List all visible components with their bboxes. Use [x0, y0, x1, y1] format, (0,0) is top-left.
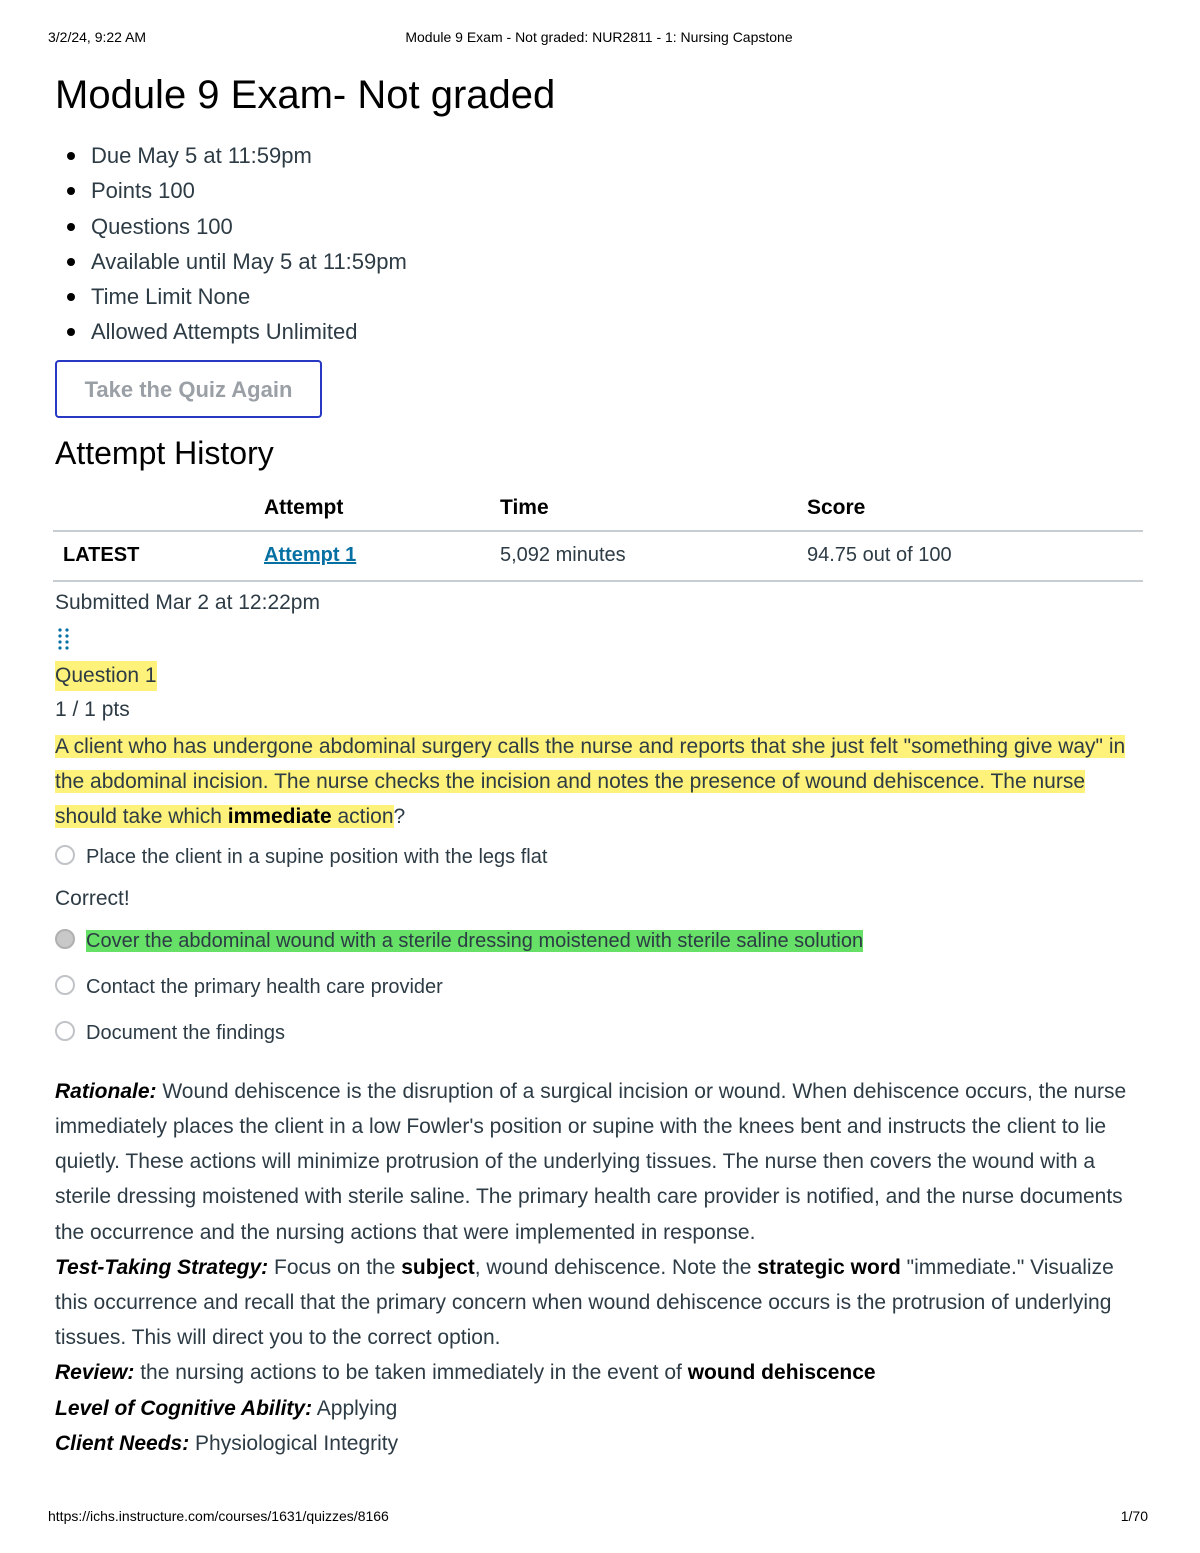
client-needs-paragraph: Client Needs: Physiological Integrity	[55, 1431, 399, 1455]
header-score: Score	[807, 486, 1143, 531]
question-text-highlight: A client who has undergone abdominal surgery calls the nurse and reports that she just felt "something give way" in the abdominal incision. The nurse checks the incision and notes the presence of wound dehiscence. The nurse should take which immediate action	[55, 734, 1126, 828]
bullet-icon	[67, 152, 75, 160]
attempt-history-table	[53, 486, 1143, 582]
print-header	[48, 29, 1150, 49]
bullet-icon	[67, 223, 75, 231]
question-label: Question 1	[55, 661, 157, 691]
quiz-title: Module 9 Exam- Not graded	[55, 73, 556, 117]
table-header-row	[53, 486, 1143, 531]
header-time: Time	[500, 486, 807, 531]
answer-option[interactable]: Place the client in a supine position with the legs flat	[55, 842, 1145, 888]
answer-option-correct[interactable]: Cover the abdominal wound with a sterile dressing moistened with sterile saline solution	[55, 926, 1145, 972]
detail-questions: Questions 100	[55, 209, 1145, 244]
detail-time-limit: Time Limit None	[55, 279, 1145, 314]
attempt-history-title: Attempt History	[55, 434, 274, 471]
strategy-paragraph: Test-Taking Strategy: Focus on the subject, wound dehiscence. Note the strategic word "immediate." Visualize this occurrence and recall that the primary concern when wound dehiscence occurs is the protrusion of underlying tissues. This will direct you to the correct option.	[55, 1255, 1114, 1350]
rationale-section	[55, 1074, 1145, 1461]
radio-button[interactable]	[55, 1021, 75, 1041]
print-document-title: Module 9 Exam - Not graded: NUR2811 - 1: Nursing Capstone	[405, 29, 793, 45]
print-url: https://ichs.instructure.com/courses/1631/quizzes/8166	[48, 1508, 389, 1524]
radio-button[interactable]	[55, 845, 75, 865]
print-page-number: 1/70	[1120, 1508, 1148, 1524]
latest-tag: LATEST	[53, 531, 264, 581]
bullet-icon	[67, 293, 75, 301]
print-footer	[48, 1508, 1148, 1528]
bullet-icon	[67, 187, 75, 195]
attempt-link[interactable]: Attempt 1	[264, 544, 357, 567]
detail-points: Points 100	[55, 173, 1145, 208]
header-tag	[53, 486, 264, 531]
question-points: 1 / 1 pts	[55, 697, 130, 721]
radio-button[interactable]	[55, 975, 75, 995]
correct-label: Correct!	[55, 886, 130, 910]
bullet-icon	[67, 258, 75, 266]
table-row	[53, 531, 1143, 581]
detail-due: Due May 5 at 11:59pm	[55, 138, 1145, 173]
drag-handle-icon[interactable]	[55, 626, 73, 652]
take-quiz-again-button[interactable]: Take the Quiz Again	[55, 360, 322, 418]
detail-available: Available until May 5 at 11:59pm	[55, 244, 1145, 279]
print-date: 3/2/24, 9:22 AM	[48, 29, 147, 45]
cognitive-level-paragraph: Level of Cognitive Ability: Applying	[55, 1396, 398, 1420]
attempt-score: 94.75 out of 100	[807, 531, 1143, 581]
attempt-time: 5,092 minutes	[500, 531, 807, 581]
quiz-details-list	[55, 138, 1145, 350]
bullet-icon	[67, 328, 75, 336]
answer-option[interactable]: Document the findings	[55, 1018, 1145, 1064]
detail-allowed-attempts: Allowed Attempts Unlimited	[55, 314, 1145, 349]
header-attempt: Attempt	[264, 486, 500, 531]
quiz-content	[55, 70, 1145, 1461]
rationale-paragraph: Rationale: Wound dehiscence is the disruption of a surgical incision or wound. When dehiscence occurs, the nurse immediately places the client in a low Fowler's position or supine with the knees bent and instructs the client to lie quietly. These actions will minimize protrusion of the underlying tissues. The nurse then covers the wound with a sterile dressing moistened with sterile saline. The primary health care provider is notified, and the nurse documents the occurrence and the nursing actions that were implemented in response.	[55, 1079, 1127, 1244]
radio-button-selected[interactable]	[55, 929, 75, 949]
submitted-time: Submitted Mar 2 at 12:22pm	[55, 590, 320, 614]
answer-list	[55, 842, 1145, 1064]
question-text: A client who has undergone abdominal surgery calls the nurse and reports that she just felt "something give way" in the abdominal incision. The nurse checks the incision and notes the presence of wound dehiscence. The nurse should take which immediate action?	[55, 734, 1126, 828]
review-paragraph: Review: the nursing actions to be taken immediately in the event of wound dehiscence	[55, 1361, 876, 1385]
answer-option[interactable]: Contact the primary health care provider	[55, 972, 1145, 1018]
